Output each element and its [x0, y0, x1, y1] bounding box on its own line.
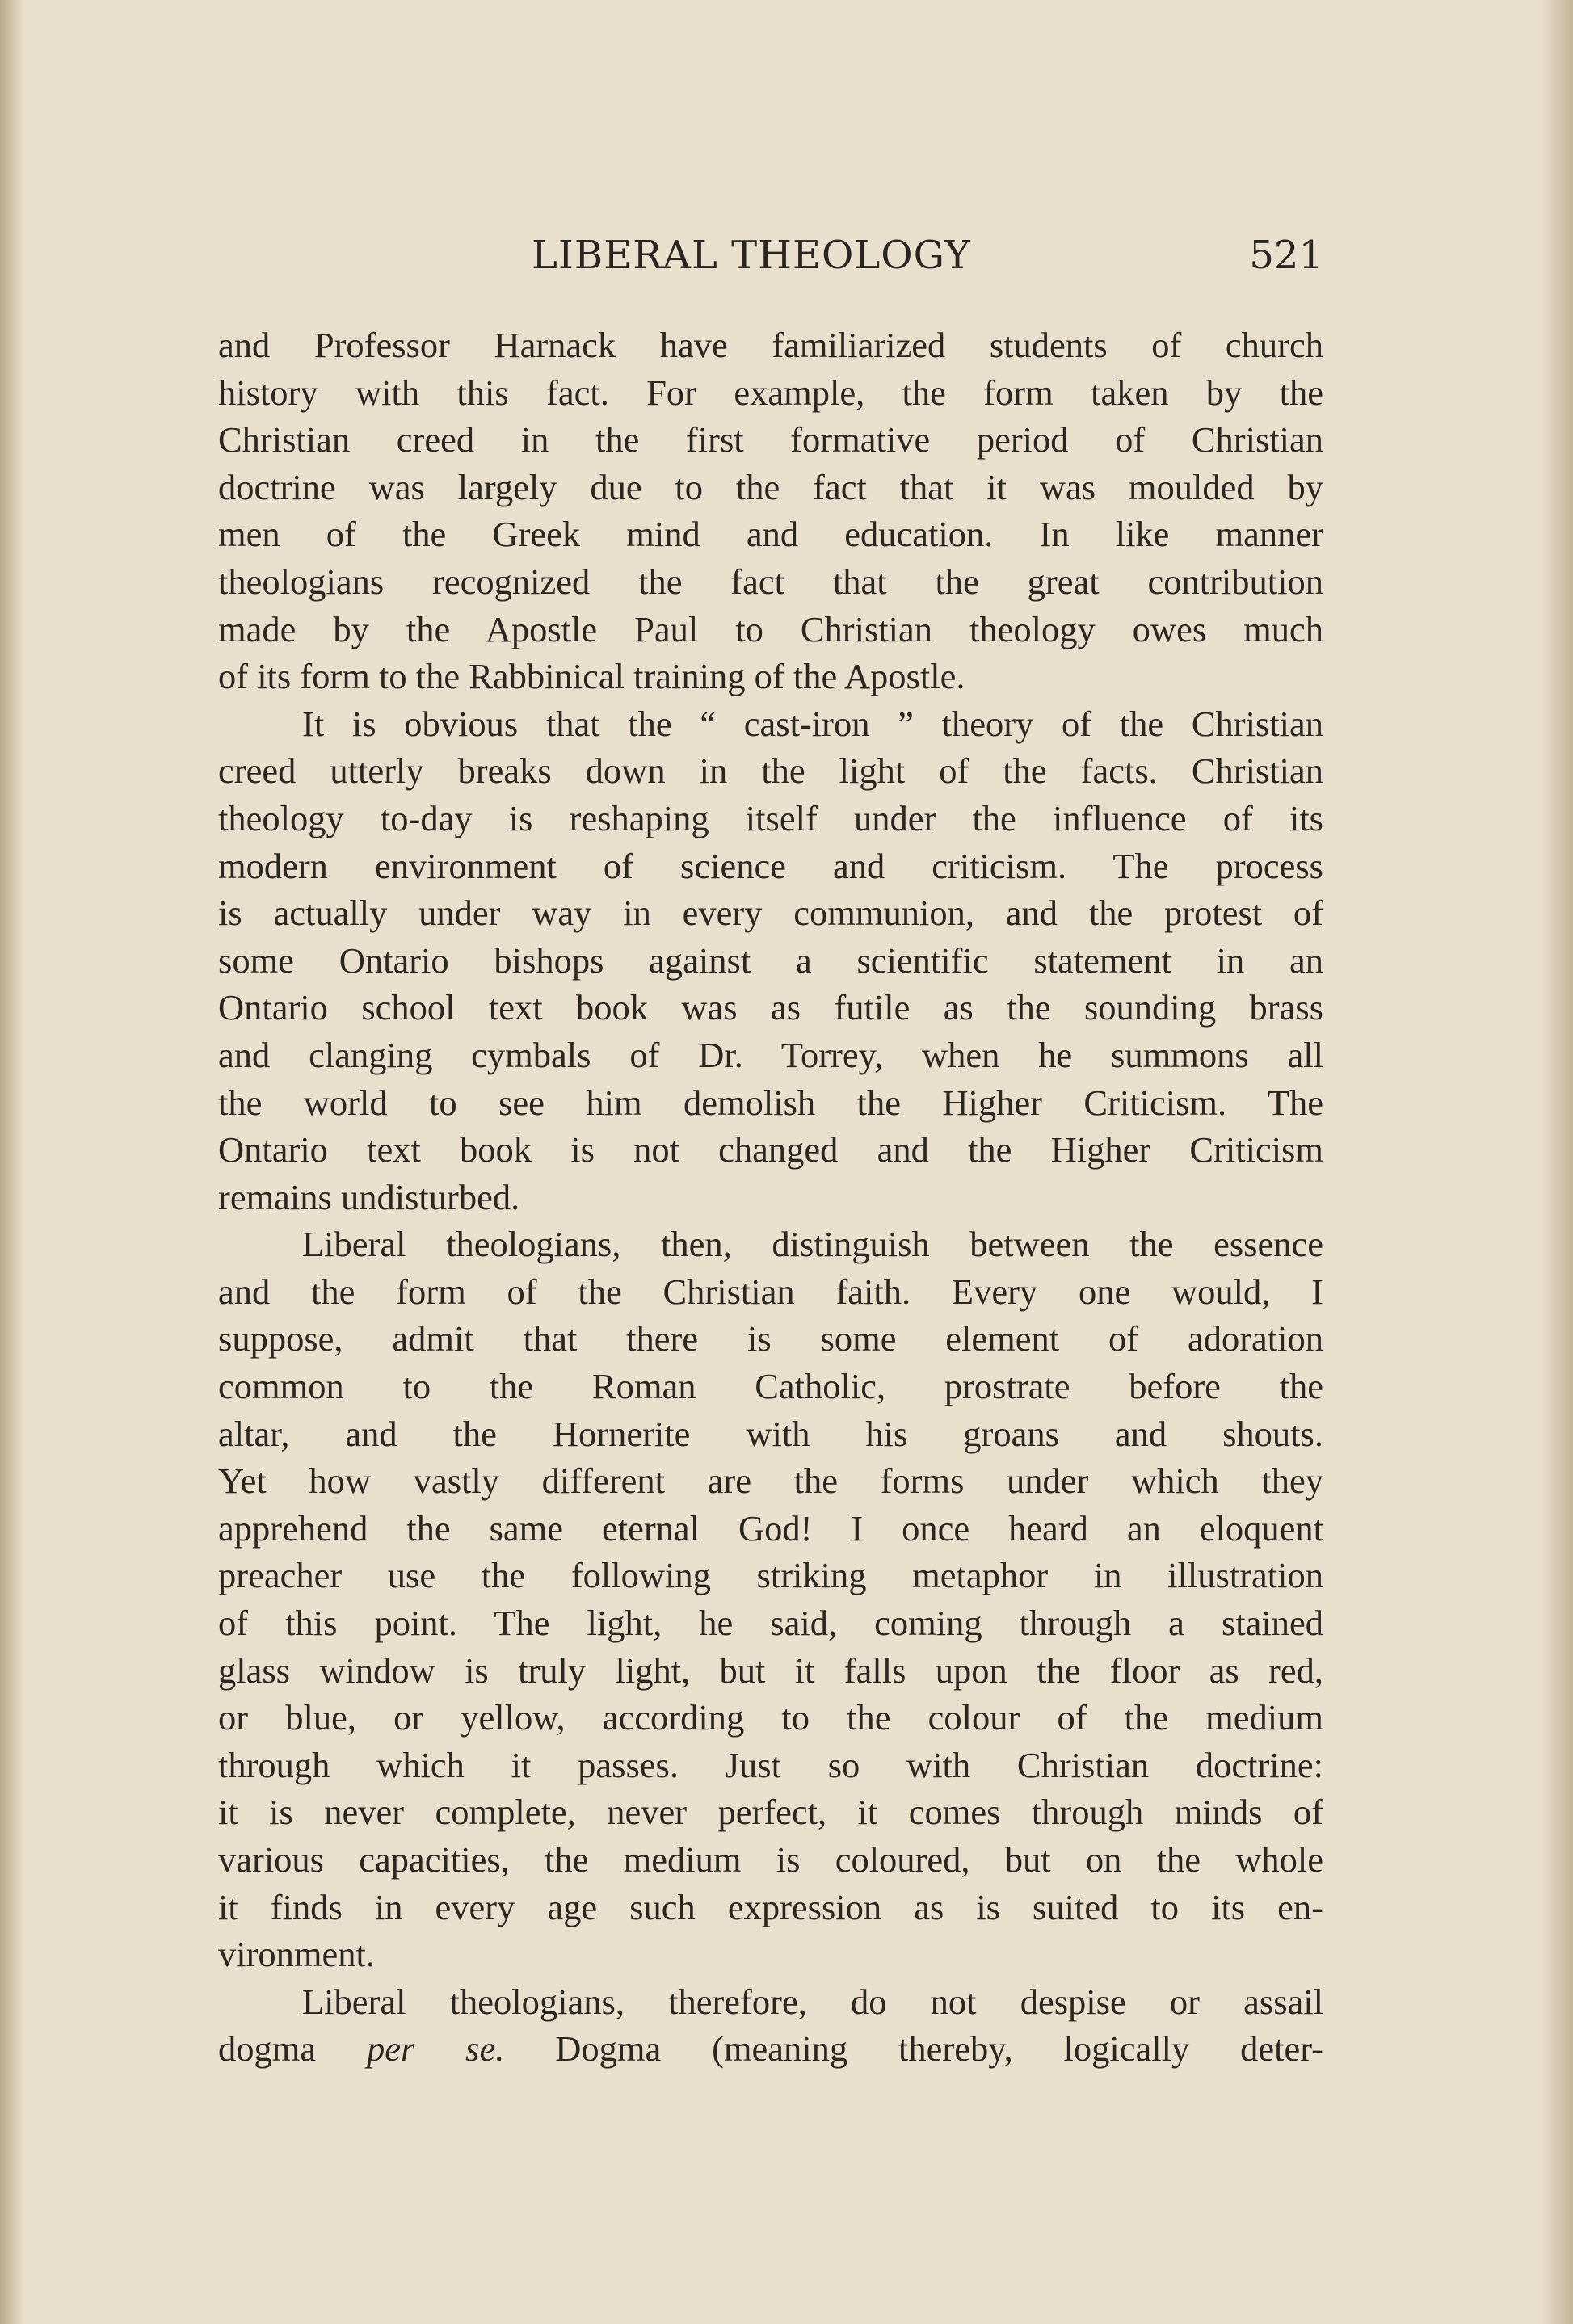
- text-line: and Professor Harnack have familiarized students of church: [218, 325, 1323, 365]
- text-line: the world to see him demolish the Higher Criticism. The: [218, 1082, 1323, 1123]
- running-title: LIBERAL THEOLOGY: [532, 233, 971, 278]
- paragraph-1: [218, 321, 1323, 700]
- text-line: creed utterly breaks down in the light of the facts. Christian: [218, 750, 1323, 792]
- text-line: made by the Apostle Paul to Christian theology owes much: [218, 608, 1323, 649]
- text-line: altar, and the Hornerite with his groans and shouts.: [218, 1413, 1323, 1454]
- text-line: some Ontario bishops against a scientific statement in an: [218, 939, 1323, 981]
- text-line: doctrine was largely due to the fact that it was moulded by: [218, 466, 1323, 507]
- text-line: preacher use the following striking metaphor in illustration: [218, 1555, 1323, 1596]
- text-line: theology to-day is reshaping itself under the influence of its: [218, 797, 1323, 838]
- text-run: Dogma (meaning thereby, logically deter-: [504, 2028, 1323, 2070]
- text-line: [218, 2025, 1323, 2073]
- text-line: through which it passes. Just so with Christian doctrine:: [218, 1744, 1323, 1785]
- text-line: it finds in every age such expression as is suited to its en-: [218, 1886, 1323, 1927]
- paragraph-3: [218, 1221, 1323, 1978]
- text-line: modern environment of science and criticism. The process: [218, 845, 1323, 886]
- text-line: it is never complete, never perfect, it comes through minds of: [218, 1792, 1323, 1833]
- text-line: men of the Greek mind and education. In like manner: [218, 514, 1323, 555]
- text-line: Liberal theologians, therefore, do not despise or assail: [302, 1981, 1323, 2022]
- text-run: dogma: [218, 2028, 367, 2070]
- text-line: is actually under way in every communion, and the protest of: [218, 893, 1323, 934]
- text-line: and clanging cymbals of Dr. Torrey, when he summons all: [218, 1034, 1323, 1075]
- text-line: common to the Roman Catholic, prostrate before the: [218, 1366, 1323, 1407]
- running-head: [218, 233, 1323, 289]
- text-line: or blue, or yellow, according to the colour of the medium: [218, 1697, 1323, 1738]
- text-line: Ontario school text book was as futile as the sounding brass: [218, 987, 1323, 1028]
- paragraph-2: [218, 700, 1323, 1221]
- body-text: [218, 321, 1323, 2073]
- text-line: vironment.: [218, 1934, 376, 1975]
- text-line: various capacities, the medium is coloured, but on the whole: [218, 1839, 1323, 1880]
- paragraph-4: [218, 1978, 1323, 2073]
- text-line: glass window is truly light, but it falls upon the floor as red,: [218, 1649, 1323, 1691]
- text-line: Liberal theologians, then, distinguish between the essence: [302, 1224, 1323, 1265]
- italic-phrase: per se.: [366, 2028, 505, 2070]
- text-line: theologians recognized the fact that the great contribution: [218, 561, 1323, 602]
- text-line: It is obvious that the “ cast-iron ” theory of the Christian: [302, 703, 1323, 744]
- text-line: suppose, admit that there is some element of adoration: [218, 1318, 1323, 1360]
- text-line: apprehend the same eternal God! I once heard an eloquent: [218, 1507, 1323, 1549]
- page-number: 521: [1249, 233, 1323, 278]
- text-line: history with this fact. For example, the form taken by the: [218, 372, 1323, 413]
- text-line: of this point. The light, he said, coming through a stained: [218, 1603, 1323, 1644]
- text-line: Christian creed in the first formative period of Christian: [218, 419, 1323, 460]
- text-line: Yet how vastly different are the forms under which they: [218, 1460, 1323, 1502]
- text-line: of its form to the Rabbinical training of the Apostle.: [218, 656, 965, 697]
- text-line: remains undisturbed.: [218, 1176, 520, 1217]
- text-line: Ontario text book is not changed and the Higher Criticism: [218, 1129, 1323, 1170]
- text-line: and the form of the Christian faith. Every one would, I: [218, 1271, 1323, 1312]
